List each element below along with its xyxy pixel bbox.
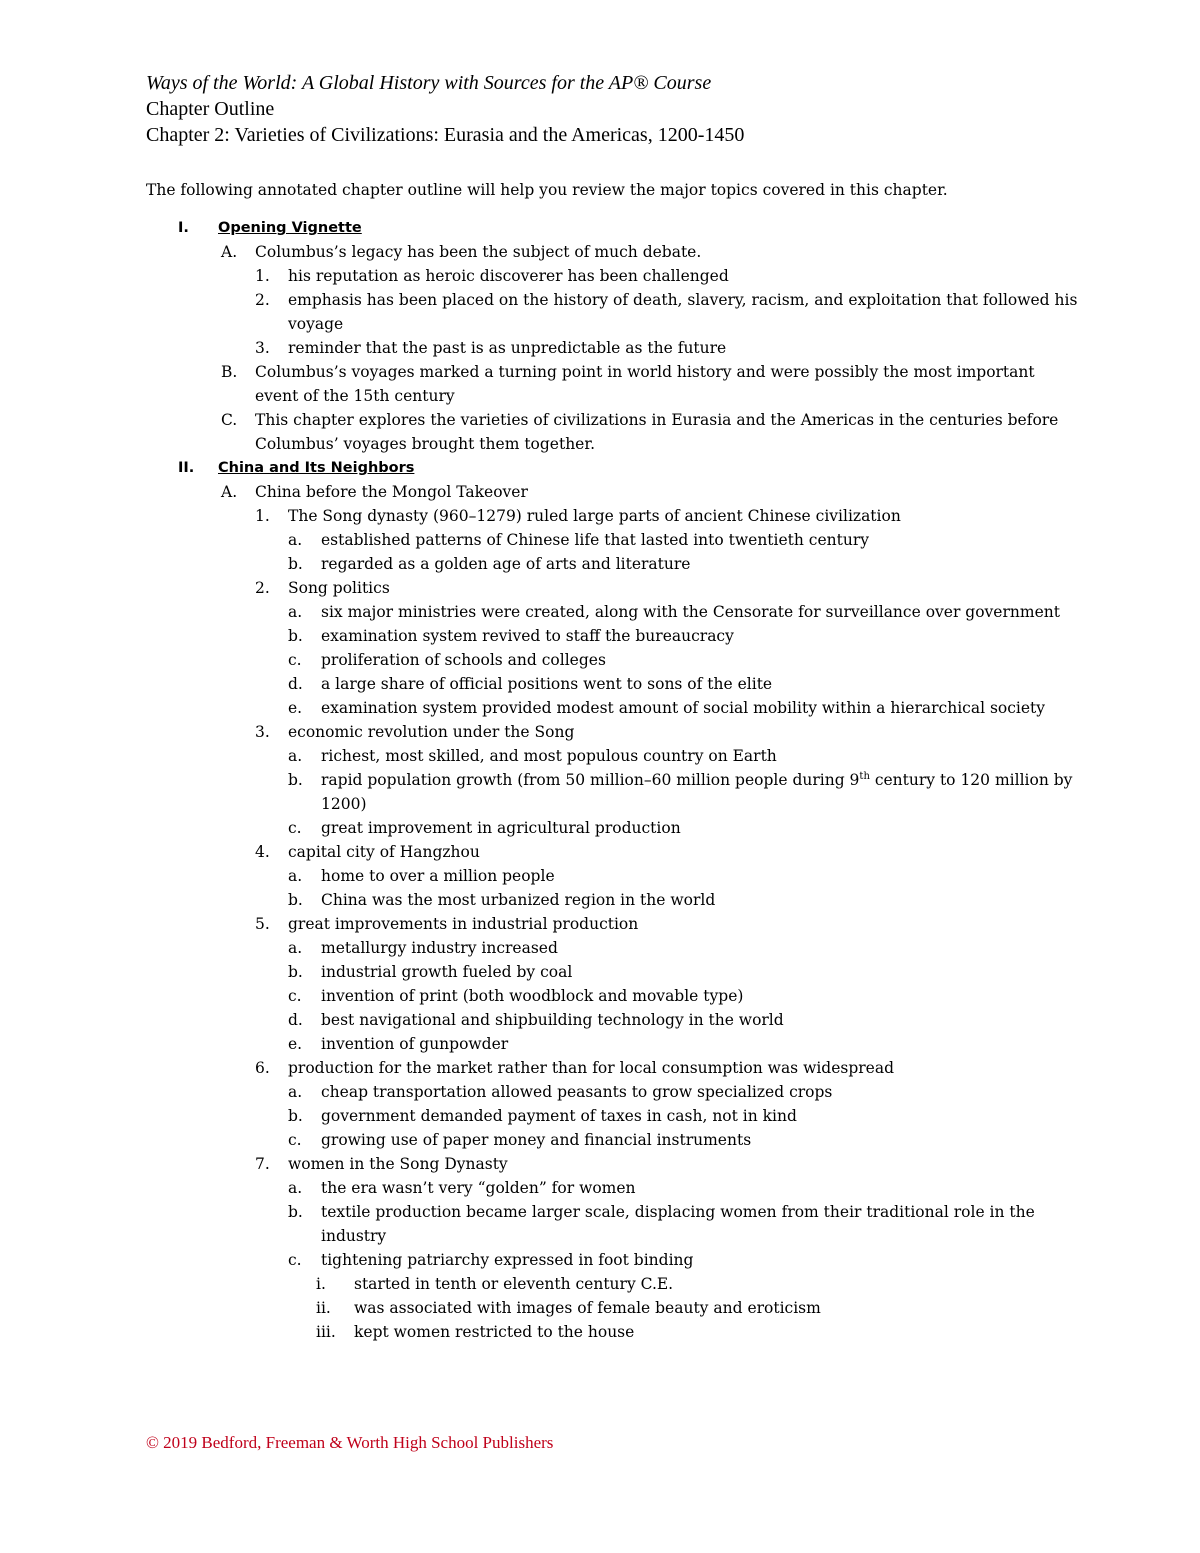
- outline-marker: iii.: [316, 1323, 336, 1341]
- outline-marker: a.: [288, 531, 303, 549]
- outline-text: was associated with images of female beauty and eroticism: [354, 1299, 821, 1317]
- outline-marker: A.: [221, 483, 238, 501]
- outline-marker: I.: [178, 220, 189, 236]
- outline-marker: a.: [288, 1083, 303, 1101]
- outline-subpoint: [0, 1320, 1200, 1344]
- outline-point: [0, 624, 1200, 648]
- copyright-footer: © 2019 Bedford, Freeman & Worth High School Publishers: [146, 1433, 554, 1452]
- outline-text: textile production became larger scale, displacing women from their traditional role in the industry: [321, 1203, 1035, 1245]
- outline-point: [0, 888, 1200, 912]
- outline-marker: B.: [221, 363, 238, 381]
- outline-text: Columbus’s voyages marked a turning point in world history and were possibly the most important event of the 15th century: [255, 363, 1035, 405]
- outline-marker: a.: [288, 867, 303, 885]
- outline-marker: c.: [288, 1251, 302, 1269]
- outline-text: Columbus’s legacy has been the subject of much debate.: [255, 243, 702, 261]
- outline-point: [0, 648, 1200, 672]
- outline-text: the era wasn’t very “golden” for women: [321, 1179, 636, 1197]
- outline-point: [0, 600, 1200, 624]
- outline-marker: 1.: [255, 267, 270, 285]
- outline-text: Song politics: [288, 579, 390, 597]
- outline-text: best navigational and shipbuilding technology in the world: [321, 1011, 784, 1029]
- outline-text: invention of gunpowder: [321, 1035, 509, 1053]
- outline-marker: 1.: [255, 507, 270, 525]
- outline-text: examination system revived to staff the bureaucracy: [321, 627, 734, 645]
- outline-marker: b.: [288, 891, 303, 909]
- outline-marker: 2.: [255, 579, 270, 597]
- outline-text: great improvements in industrial production: [288, 915, 639, 933]
- outline-marker: b.: [288, 771, 303, 789]
- outline-text: regarded as a golden age of arts and literature: [321, 555, 691, 573]
- outline-topic: [0, 360, 1200, 408]
- outline-marker: C.: [221, 411, 238, 429]
- outline-text: rapid population growth (from 50 million–60 million people during 9th century to 120 million by 1200): [321, 770, 1073, 813]
- outline-point: [0, 768, 1200, 816]
- intro-text: The following annotated chapter outline will help you review the major topics covered in this chapter.: [146, 181, 948, 199]
- outline-marker: A.: [221, 243, 238, 261]
- outline-text: growing use of paper money and financial instruments: [321, 1131, 752, 1149]
- outline-text: cheap transportation allowed peasants to grow specialized crops: [321, 1083, 833, 1101]
- outline-marker: b.: [288, 963, 303, 981]
- outline-text: Opening Vignette: [218, 220, 362, 236]
- outline-text: six major ministries were created, along with the Censorate for surveillance over government: [321, 603, 1060, 621]
- outline-topic: [0, 480, 1200, 504]
- outline-point: [0, 960, 1200, 984]
- outline-text: China before the Mongol Takeover: [255, 483, 528, 501]
- outline-point: [0, 672, 1200, 696]
- outline-marker: 6.: [255, 1059, 270, 1077]
- outline-subtopic: [0, 1056, 1200, 1080]
- outline-point: [0, 984, 1200, 1008]
- outline-text: emphasis has been placed on the history of death, slavery, racism, and exploitation that followed his voyage: [288, 291, 1078, 333]
- outline-marker: i.: [316, 1275, 326, 1293]
- outline-marker: c.: [288, 651, 302, 669]
- outline-text: kept women restricted to the house: [354, 1323, 635, 1341]
- outline-marker: b.: [288, 555, 303, 573]
- outline-point: [0, 1200, 1200, 1248]
- outline-text: government demanded payment of taxes in cash, not in kind: [321, 1107, 797, 1125]
- outline-text: his reputation as heroic discoverer has been challenged: [288, 267, 729, 285]
- outline-point: [0, 528, 1200, 552]
- outline-subtopic: [0, 576, 1200, 600]
- chapter-title: Chapter 2: Varieties of Civilizations: Eurasia and the Americas, 1200-1450: [146, 124, 745, 146]
- outline-section: [0, 216, 1200, 240]
- outline-subtopic: [0, 912, 1200, 936]
- outline-text: richest, most skilled, and most populous country on Earth: [321, 747, 777, 765]
- outline-section: [0, 456, 1200, 480]
- book-title: Ways of the World: A Global History with Sources for the AP® Course: [146, 72, 712, 94]
- outline-subpoint: [0, 1272, 1200, 1296]
- outline-marker: e.: [288, 1035, 303, 1053]
- outline-marker: d.: [288, 1011, 303, 1029]
- outline-text: tightening patriarchy expressed in foot binding: [321, 1251, 694, 1269]
- outline-marker: d.: [288, 675, 303, 693]
- outline-text: China was the most urbanized region in the world: [321, 891, 716, 909]
- outline-marker: 3.: [255, 339, 270, 357]
- outline-text: examination system provided modest amount of social mobility within a hierarchical society: [321, 699, 1046, 717]
- outline-text: economic revolution under the Song: [288, 723, 575, 741]
- outline-point: [0, 816, 1200, 840]
- outline-text: metallurgy industry increased: [321, 939, 558, 957]
- outline-point: [0, 1104, 1200, 1128]
- outline-text: China and Its Neighbors: [218, 460, 415, 476]
- outline-point: [0, 864, 1200, 888]
- outline-marker: ii.: [316, 1299, 331, 1317]
- outline-point: [0, 1176, 1200, 1200]
- outline-marker: II.: [178, 460, 195, 476]
- outline-subtopic: [0, 1152, 1200, 1176]
- outline-point: [0, 1080, 1200, 1104]
- outline-marker: c.: [288, 819, 302, 837]
- outline-subtopic: [0, 264, 1200, 288]
- outline-point: [0, 552, 1200, 576]
- outline-text: capital city of Hangzhou: [288, 843, 480, 861]
- outline-marker: 4.: [255, 843, 270, 861]
- outline-subtopic: [0, 840, 1200, 864]
- outline-marker: a.: [288, 747, 303, 765]
- document-header: [146, 70, 1146, 148]
- outline-marker: a.: [288, 1179, 303, 1197]
- outline-subtopic: [0, 336, 1200, 360]
- outline-point: [0, 1128, 1200, 1152]
- outline-marker: c.: [288, 1131, 302, 1149]
- outline-topic: [0, 408, 1200, 456]
- outline-text: a large share of official positions went to sons of the elite: [321, 675, 773, 693]
- outline-text: home to over a million people: [321, 867, 555, 885]
- outline-marker: 2.: [255, 291, 270, 309]
- outline-text: women in the Song Dynasty: [288, 1155, 508, 1173]
- outline-subtopic: [0, 288, 1200, 336]
- outline-text: great improvement in agricultural production: [321, 819, 681, 837]
- document-type: Chapter Outline: [146, 98, 275, 120]
- outline-marker: a.: [288, 603, 303, 621]
- outline-marker: 3.: [255, 723, 270, 741]
- outline-subtopic: [0, 504, 1200, 528]
- outline-point: [0, 1032, 1200, 1056]
- outline-marker: c.: [288, 987, 302, 1005]
- outline-text: proliferation of schools and colleges: [321, 651, 606, 669]
- outline-point: [0, 744, 1200, 768]
- outline-marker: a.: [288, 939, 303, 957]
- outline-subpoint: [0, 1296, 1200, 1320]
- outline-marker: b.: [288, 1107, 303, 1125]
- outline-point: [0, 1248, 1200, 1272]
- outline-marker: b.: [288, 1203, 303, 1221]
- outline-point: [0, 696, 1200, 720]
- outline-text: started in tenth or eleventh century C.E.: [354, 1275, 674, 1293]
- outline-text: reminder that the past is as unpredictable as the future: [288, 339, 727, 357]
- outline-text: production for the market rather than for local consumption was widespread: [288, 1059, 895, 1077]
- outline-marker: 5.: [255, 915, 270, 933]
- outline-text: invention of print (both woodblock and movable type): [321, 987, 744, 1005]
- outline-marker: 7.: [255, 1155, 270, 1173]
- outline-marker: e.: [288, 699, 303, 717]
- outline-text: industrial growth fueled by coal: [321, 963, 573, 981]
- outline-point: [0, 1008, 1200, 1032]
- outline-text: established patterns of Chinese life that lasted into twentieth century: [321, 531, 870, 549]
- outline-marker: b.: [288, 627, 303, 645]
- outline-text: This chapter explores the varieties of civilizations in Eurasia and the Americas in the centuries before Columbus’ voyages brought them together.: [255, 411, 1059, 453]
- outline-text: The Song dynasty (960–1279) ruled large parts of ancient Chinese civilization: [288, 507, 901, 525]
- outline-topic: [0, 240, 1200, 264]
- outline-subtopic: [0, 720, 1200, 744]
- outline-point: [0, 936, 1200, 960]
- chapter-outline: [0, 216, 1200, 1344]
